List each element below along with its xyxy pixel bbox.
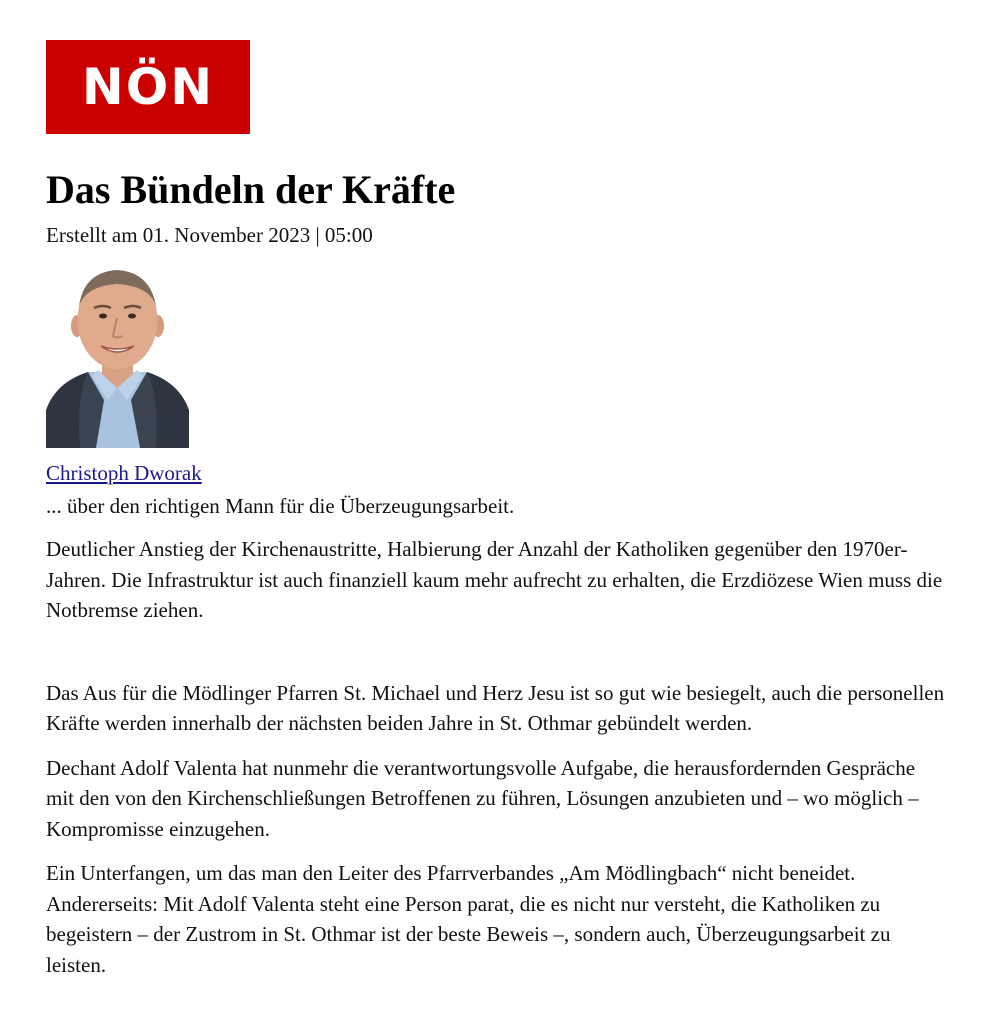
article-title: Das Bündeln der Kräfte — [46, 167, 456, 212]
logo-text: NÖN — [81, 58, 215, 116]
article-paragraph: Das Aus für die Mödlinger Pfarren St. Michael und Herz Jesu ist so gut wie besiegelt, auch die personellen Kräfte werden innerhalb der nächsten beiden Jahre in St. Othmar gebündelt werden. — [46, 680, 945, 735]
author-photo — [46, 260, 189, 448]
article-paragraph: Dechant Adolf Valenta hat nunmehr die verantwortungsvolle Aufgabe, die herausfordernden Gespräche mit den von den Kirchenschließungen Betroffenen zu führen, Lösungen anzubieten und – wo möglich – Kompromisse einzugehen. — [46, 755, 919, 841]
article-dateline: Erstellt am 01. November 2023 | 05:00 — [46, 223, 373, 247]
article-teaser: ... über den richtigen Mann für die Überzeugungsarbeit. — [46, 494, 515, 518]
article-paragraph: Deutlicher Anstieg der Kirchenaustritte, Halbierung der Anzahl der Katholiken gegenüber den 1970er-Jahren. Die Infrastruktur ist auch finanziell kaum mehr aufrecht zu erhalten, die Erzdiözese Wien muss die Notbremse ziehen. — [46, 537, 943, 622]
article-paragraph: Ein Unterfangen, um das man den Leiter des Pfarrverbandes „Am Mödlingbach“ nicht beneidet. Andererseits: Mit Adolf Valenta steht eine Person parat, die es nicht nur versteht, die Katholiken zu begeistern – der Zustrom in St. Othmar ist der beste Beweis –, sondern auch, Überzeugungsarbeit zu leisten. — [46, 861, 891, 977]
author-link[interactable]: Christoph Dworak — [46, 461, 202, 485]
article-page — [46, 40, 946, 980]
noen-logo[interactable] — [46, 40, 250, 134]
